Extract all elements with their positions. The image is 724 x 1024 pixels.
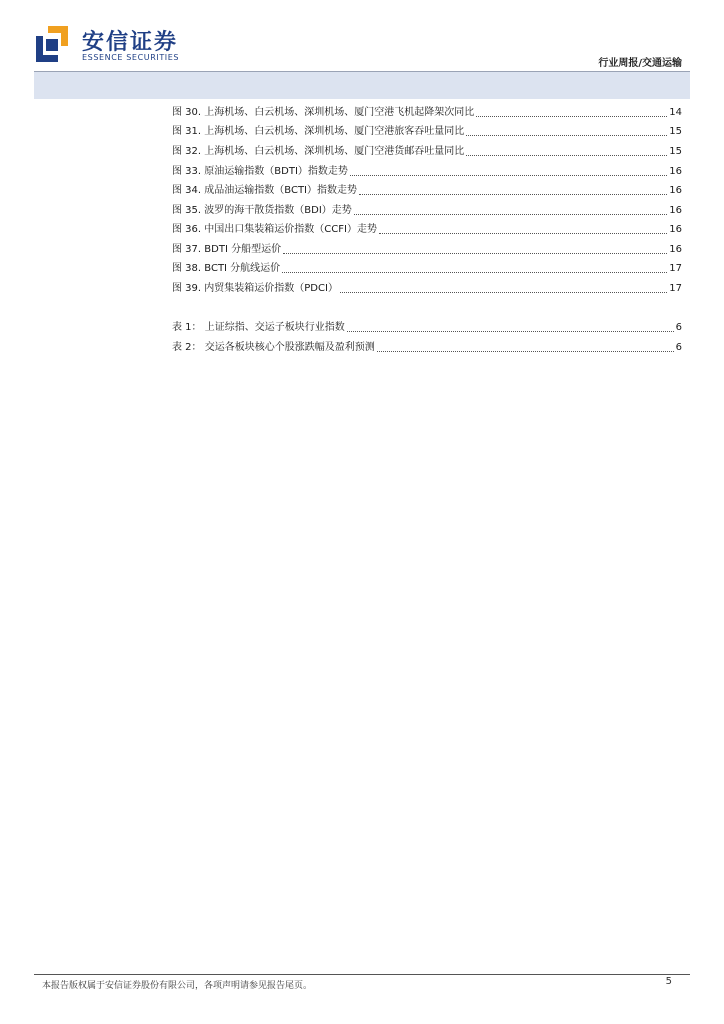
entry-page: 17 (669, 263, 682, 274)
entry-title: 中国出口集装箱运价指数（CCFI）走势 (204, 224, 377, 235)
entry-title: BDTI 分船型运价 (204, 244, 282, 255)
toc-entry-figure-33[interactable] (172, 163, 682, 179)
entry-page: 15 (669, 146, 682, 157)
page-number: 5 (665, 976, 672, 987)
toc-entry-figure-35[interactable] (172, 202, 682, 218)
entry-page: 16 (669, 244, 682, 255)
entry-title: 上海机场、白云机场、深圳机场、厦门空港飞机起降架次同比 (204, 107, 475, 118)
entry-title: 原油运输指数（BDTI）指数走势 (204, 166, 348, 177)
toc-entry-figure-39[interactable] (172, 280, 682, 296)
leader-dots (347, 331, 674, 332)
footer-disclaimer: 本报告版权属于安信证券股份有限公司，各项声明请参见报告尾页。 (42, 981, 313, 991)
report-section: 行业周报/交通运输 (598, 58, 682, 69)
toc-entry-figure-38[interactable] (172, 260, 682, 276)
leader-dots (283, 253, 667, 254)
leader-dots (350, 175, 667, 176)
entry-title: 上海机场、白云机场、深圳机场、厦门空港货邮吞吐量同比 (204, 146, 465, 157)
entry-page: 14 (669, 107, 682, 118)
entry-page: 16 (669, 205, 682, 216)
entry-title: 交运各板块核心个股涨跌幅及盈利预测 (204, 342, 375, 353)
leader-dots (466, 155, 667, 156)
leader-dots (282, 272, 667, 273)
footer-divider (34, 974, 690, 975)
entry-page: 6 (675, 322, 682, 333)
toc-entry-figure-37[interactable] (172, 241, 682, 257)
toc-entry-table-2[interactable] (172, 339, 682, 355)
entry-page: 6 (675, 342, 682, 353)
entry-page: 17 (669, 283, 682, 294)
toc-entry-figure-32[interactable] (172, 143, 682, 159)
toc-entry-figure-36[interactable] (172, 221, 682, 237)
leader-dots (379, 233, 667, 234)
entry-page: 16 (669, 166, 682, 177)
entry-title: 上海机场、白云机场、深圳机场、厦门空港旅客吞吐量同比 (204, 126, 465, 137)
entry-label: 表 2： (172, 342, 202, 353)
toc-entry-figure-30[interactable] (172, 104, 682, 120)
entry-label: 图 34. (172, 185, 202, 196)
entry-title: 波罗的海干散货指数（BDI）走势 (204, 205, 352, 216)
entry-label: 图 35. (172, 205, 202, 216)
entry-label: 图 33. (172, 166, 202, 177)
leader-dots (377, 351, 674, 352)
entry-label: 图 37. (172, 244, 202, 255)
leader-dots (466, 135, 667, 136)
entry-page: 15 (669, 126, 682, 137)
leader-dots (354, 214, 667, 215)
entry-label: 图 38. (172, 263, 202, 274)
entry-label: 表 1： (172, 322, 202, 333)
toc-entry-figure-31[interactable] (172, 123, 682, 139)
logo-mark-icon (34, 24, 70, 64)
entry-title: BCTI 分航线运价 (204, 263, 281, 274)
entry-label: 图 31. (172, 126, 202, 137)
entry-label: 图 39. (172, 283, 202, 294)
leader-dots (476, 116, 667, 117)
brand-name-en: ESSENCE SECURITIES (82, 53, 180, 62)
entry-label: 图 36. (172, 224, 202, 235)
leader-dots (340, 292, 667, 293)
brand-name-cn: 安信证券 (82, 30, 179, 55)
entry-title: 内贸集装箱运价指数（PDCI） (204, 283, 338, 294)
toc-entry-table-1[interactable] (172, 319, 682, 335)
entry-page: 16 (669, 185, 682, 196)
entry-title: 成品油运输指数（BCTI）指数走势 (204, 185, 358, 196)
leader-dots (359, 194, 667, 195)
company-logo (34, 24, 194, 66)
entry-page: 16 (669, 224, 682, 235)
entry-label: 图 30. (172, 107, 202, 118)
toc-entry-figure-34[interactable] (172, 182, 682, 198)
entry-label: 图 32. (172, 146, 202, 157)
entry-title: 上证综指、交运子板块行业指数 (204, 322, 345, 333)
header-band (34, 72, 690, 99)
